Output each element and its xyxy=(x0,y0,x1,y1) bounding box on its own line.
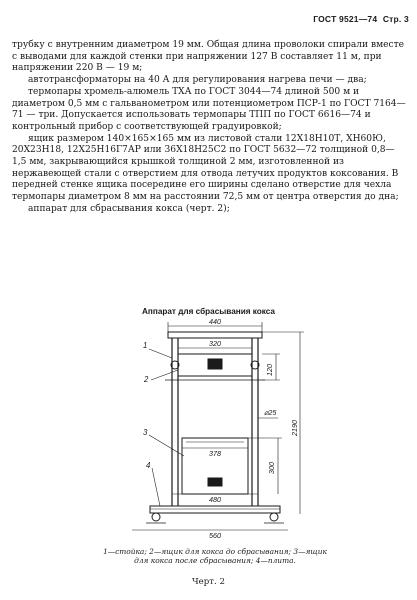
base-plate-handle xyxy=(208,478,222,486)
callout-leader xyxy=(149,349,172,358)
dim-inner-width: 320 xyxy=(209,339,221,348)
dim-total-height: 2190 xyxy=(290,420,299,436)
paragraph: термопары хромель-алюмель ТХА по ГОСТ 3044—74 длиной 500 м и диаметром 0,5 мм с гальванометром или потенциометром ПСР-1 по ГОСТ 7164—71 — три. Допускается использовать термопары ТПП по ГОСТ 6616—74 и контрольный прибор с соответствующей градуировкой; xyxy=(12,86,406,132)
dim-diameter: ⌀25 xyxy=(264,408,277,417)
paragraph: трубку с внутренним диаметром 19 мм. Общая длина проволоки спирали вместе с выводами для каждой стенки при напряжении 127 В составляет 11 м, при напряжении 220 В — 19 м; xyxy=(12,40,405,74)
callout-leader xyxy=(149,435,184,456)
top-crossbar xyxy=(168,332,262,338)
figure-label: Черт. 2 xyxy=(192,577,225,587)
dim-base-width: 560 xyxy=(209,531,221,540)
dim-box-width: 378 xyxy=(209,449,221,458)
foot-left xyxy=(152,513,160,521)
callout-1: 1 xyxy=(143,341,148,350)
figure-caption: 1—стойка; 2—ящик для кокса до сбрасывания; 3—ящик для кокса после сбрасывания; 4—плита. xyxy=(103,547,327,565)
callout-leader xyxy=(151,370,178,380)
callout-3: 3 xyxy=(143,428,148,437)
box-handle xyxy=(208,359,222,369)
paragraph: аппарат для сбрасывания кокса (черт. 2); xyxy=(28,203,230,214)
callout-2: 2 xyxy=(144,375,149,384)
foot-right xyxy=(270,513,278,521)
paragraph: автотрансформаторы на 40 А для регулирования нагрева печи — два; xyxy=(28,75,367,86)
dim-top-width: 440 xyxy=(209,318,221,326)
base-plate xyxy=(150,506,280,513)
paragraph: ящик размером 140×165×165 мм из листовой стали 12Х18Н10Т, ХН60Ю, 20Х23Н18, 12Х25Н16Г7АР или 36Х18Н25С2 по ГОСТ 5632—72 толщиной 0,8—1,5 мм, закрывающийся крышкой толщиной 2 мм, изготовленной из нержавеющей стали с отверстием для отвода летучих продуктов коксования. В передней стенке ящика посередине его ширины сделано отверстие для чехла термопары диаметром 8 мм на расстоянии 72,5 мм от центра отверстия до дна; xyxy=(12,133,399,203)
page-header xyxy=(310,14,409,24)
callout-leader xyxy=(152,468,160,506)
page-number: Стр. 3 xyxy=(382,14,409,24)
body-text xyxy=(12,40,408,216)
dim-base-inner: 480 xyxy=(209,495,221,504)
callout-4: 4 xyxy=(146,461,151,470)
dim-height-upper: 120 xyxy=(265,364,274,376)
apparatus-drawing xyxy=(0,318,417,546)
figure-title: Аппарат для сбрасывания кокса xyxy=(142,307,275,316)
standard-number: ГОСТ 9521—74 xyxy=(313,14,378,24)
dim-box-height: 300 xyxy=(267,462,276,474)
